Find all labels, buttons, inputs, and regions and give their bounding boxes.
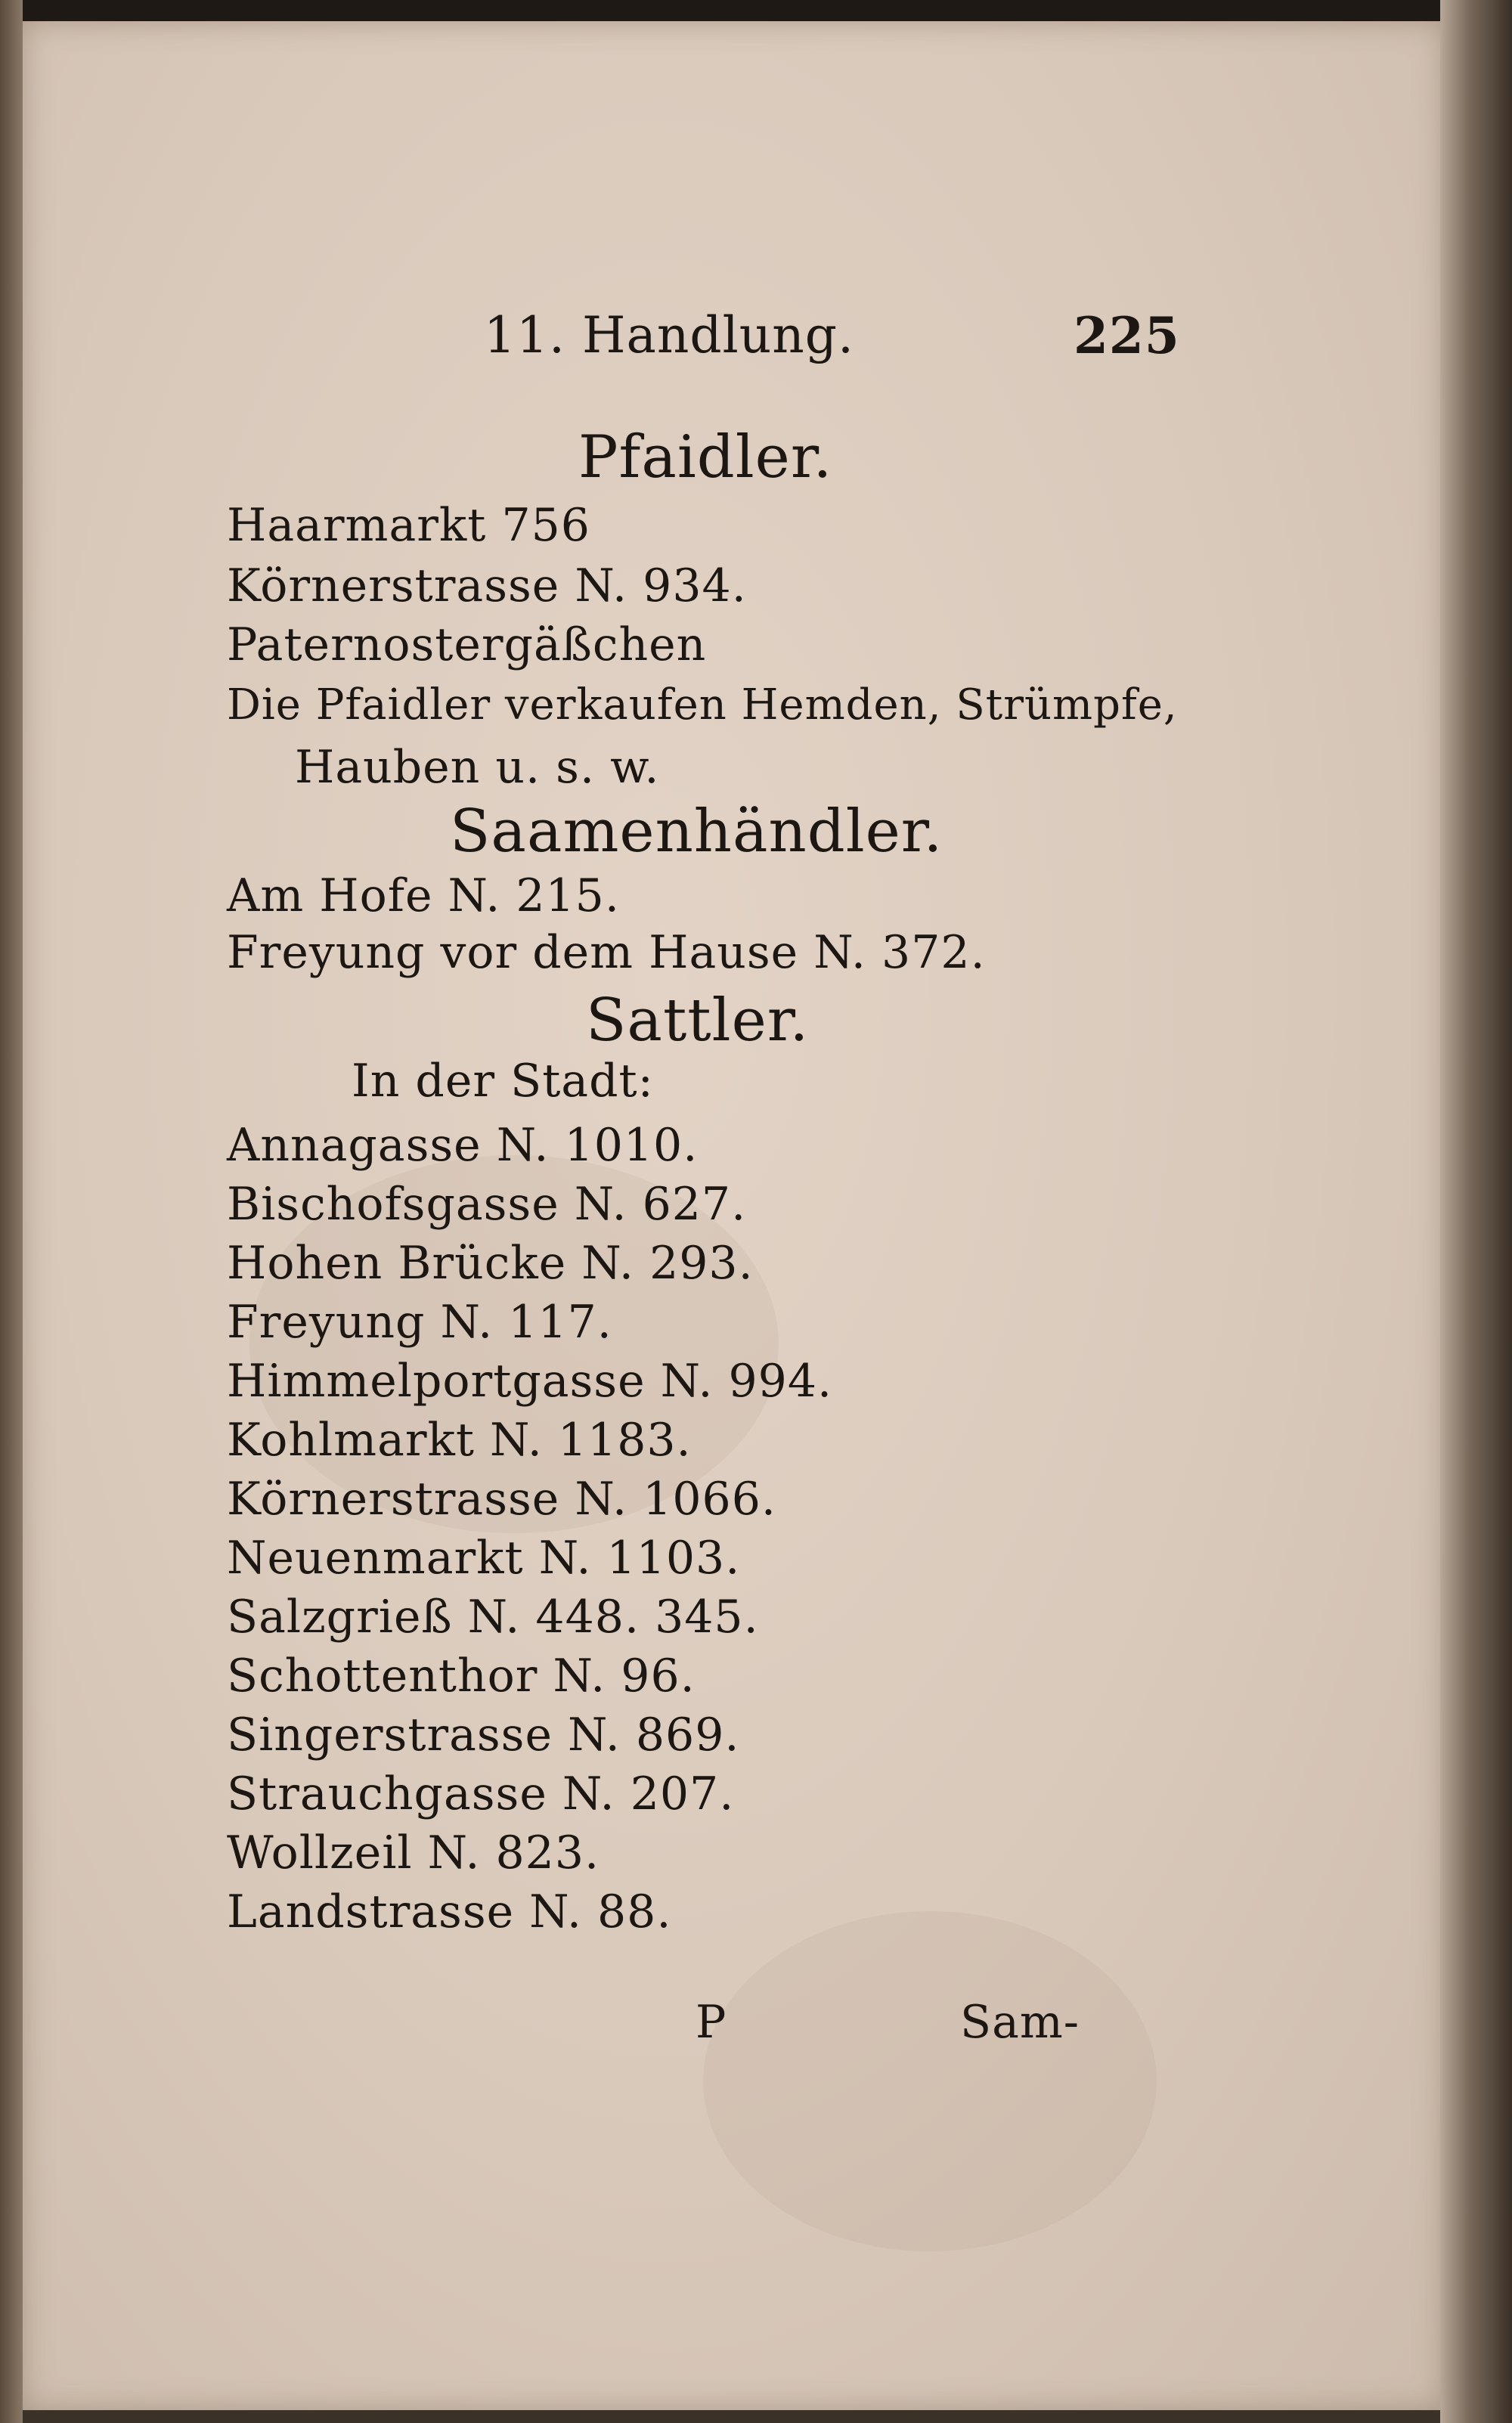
section-heading-pfaidler: Pfaidler. [578,423,833,491]
list-item: Am Hofe N. 215. [227,869,620,922]
list-item: Haarmarkt 756 [227,499,590,552]
list-item: Strauchgasse N. 207. [227,1768,735,1820]
page-binding-edge [0,0,23,2423]
list-item: Körnerstrasse N. 1066. [227,1473,776,1526]
list-item: Kohlmarkt N. 1183. [227,1414,692,1467]
running-header-section: 11. Handlung. [484,306,854,364]
subheading-in-der-stadt: In der Stadt: [352,1055,654,1108]
section-heading-saamenhaendler: Saamenhändler. [450,798,943,866]
list-item: Landstrasse N. 88. [227,1885,672,1938]
signature-mark: P [696,1996,727,2049]
paper-stain [703,1911,1157,2251]
list-item: Hohen Brücke N. 293. [227,1237,754,1290]
list-item: Körnerstrasse N. 934. [227,559,747,612]
list-item: Die Pfaidler verkaufen Hemden, Strümpfe, [227,680,1178,730]
page-number: 225 [1074,306,1180,365]
list-item: Neuenmarkt N. 1103. [227,1532,741,1585]
list-item: Salzgrieß N. 448. 345. [227,1591,759,1644]
list-item: Bischofsgasse N. 627. [227,1178,747,1231]
catchword: Sam- [960,1996,1080,2049]
list-item: Paternostergäßchen [227,618,707,671]
scan-top-edge [0,0,1512,21]
list-item: Annagasse N. 1010. [227,1119,699,1172]
list-item: Himmelportgasse N. 994. [227,1355,833,1408]
list-item: Schottenthor N. 96. [227,1650,696,1703]
list-item: Wollzeil N. 823. [227,1827,600,1879]
section-heading-sattler: Sattler. [586,987,810,1055]
list-item: Freyung vor dem Hause N. 372. [227,926,986,979]
page-fore-edge [1440,0,1512,2423]
list-item: Freyung N. 117. [227,1296,612,1349]
list-item-continuation: Hauben u. s. w. [295,741,660,794]
list-item: Singerstrasse N. 869. [227,1709,740,1761]
